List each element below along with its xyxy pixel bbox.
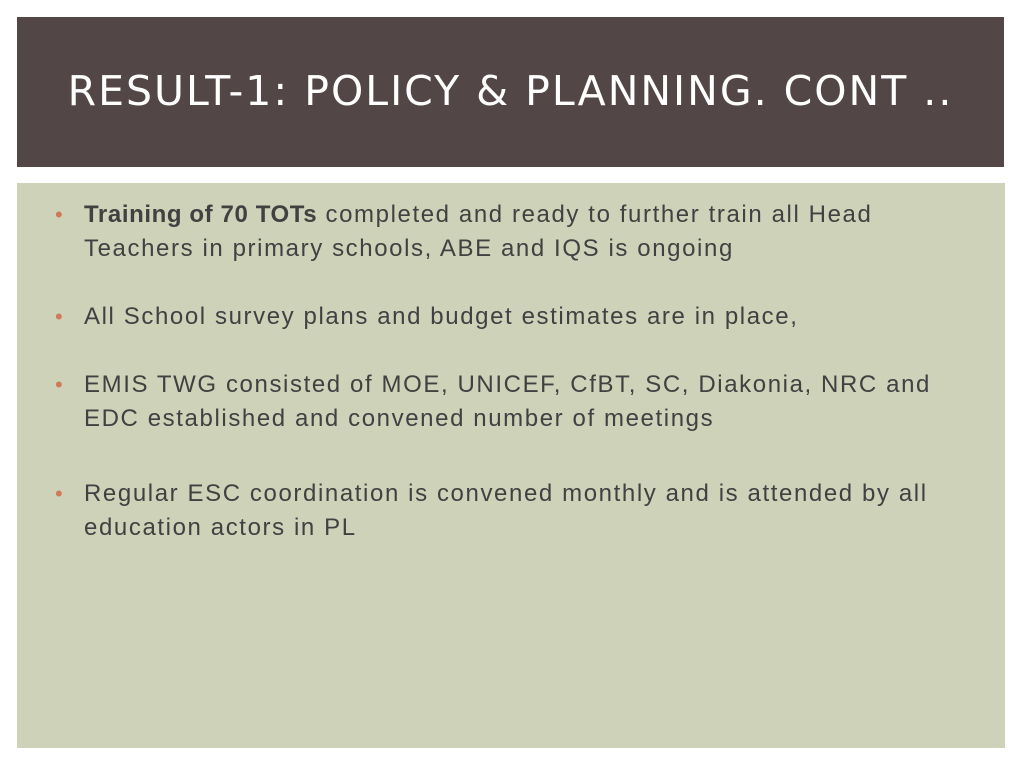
slide-title: RESULT-1: POLICY & PLANNING. CONT .. bbox=[67, 67, 954, 115]
bullet-text: completed and ready to further train all Head Teachers in primary schools, ABE and IQS is ongoing bbox=[84, 201, 873, 262]
bullet-item-4 bbox=[55, 477, 975, 545]
bullet-item-3 bbox=[55, 368, 975, 436]
bullet-text: All School survey plans and budget estimates are in place, bbox=[84, 303, 799, 330]
bullet-bold-lead: Training of 70 TOTs bbox=[84, 201, 318, 228]
bullet-list bbox=[55, 198, 975, 545]
bullet-item-2 bbox=[55, 300, 975, 334]
content-box bbox=[17, 183, 1005, 748]
bullet-text: EMIS TWG consisted of MOE, UNICEF, CfBT, SC, Diakonia, NRC and EDC established and convened number of meetings bbox=[84, 371, 931, 432]
bullet-dot-icon: • bbox=[55, 202, 65, 227]
title-bar bbox=[17, 17, 1004, 167]
bullet-dot-icon: • bbox=[55, 481, 65, 506]
bullet-dot-icon: • bbox=[55, 304, 65, 329]
bullet-item-1 bbox=[55, 198, 975, 266]
bullet-text: Regular ESC coordination is convened monthly and is attended by all education actors in PL bbox=[84, 480, 928, 541]
bullet-dot-icon: • bbox=[55, 372, 65, 397]
